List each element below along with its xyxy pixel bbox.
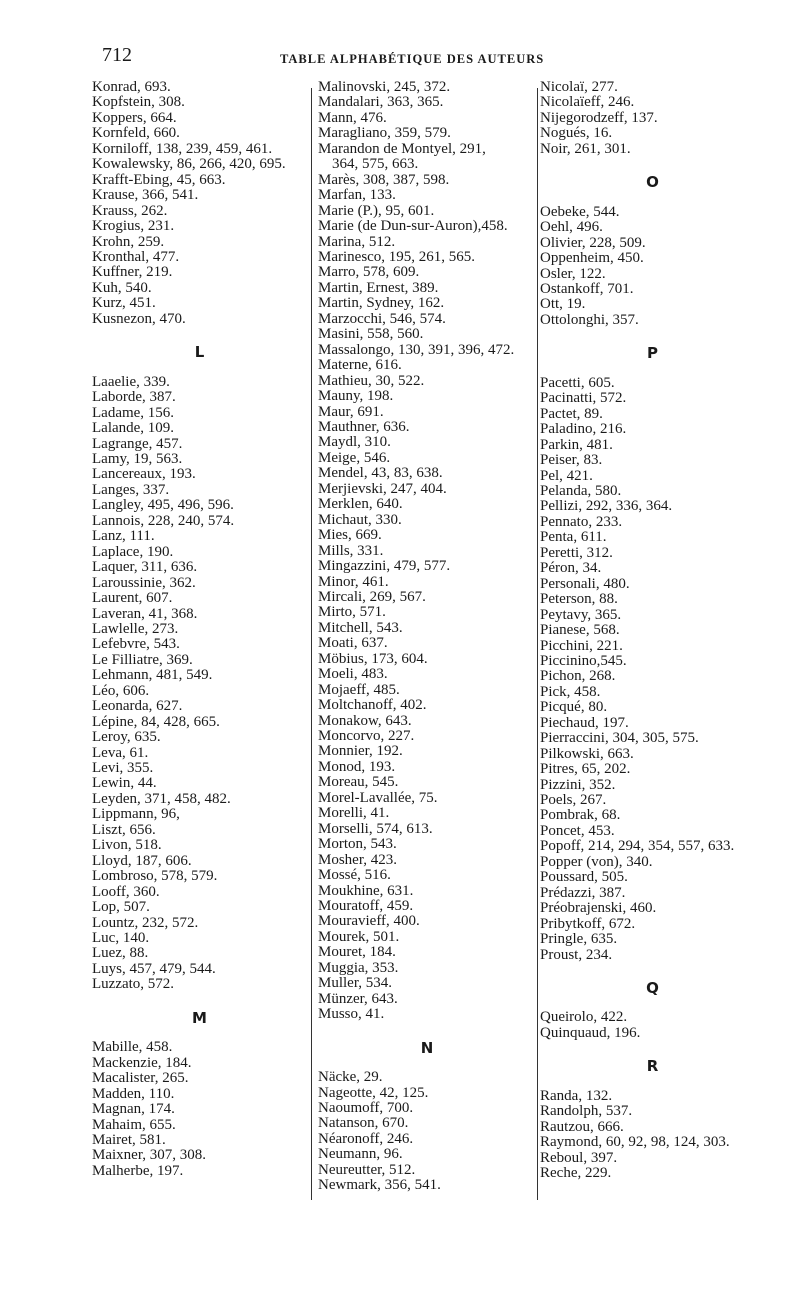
index-entry: Oehl, 496. — [540, 219, 603, 236]
index-entry: Lawlelle, 273. — [92, 620, 179, 637]
index-entry: Laurent, 607. — [92, 590, 173, 607]
index-entry: Ladame, 156. — [92, 404, 175, 421]
index-entry: Peytavy, 365. — [540, 606, 622, 623]
index-entry: Mairet, 581. — [92, 1132, 166, 1148]
index-entry: Mandalari, 363, 365. — [318, 94, 444, 111]
index-entry: Proust, 234. — [540, 946, 613, 963]
index-entry: Mouratoff, 459. — [318, 898, 414, 915]
section-letter: R — [646, 1057, 659, 1076]
running-title: TABLE ALPHABÉTIQUE DES AUTEURS — [280, 52, 545, 66]
index-entry: Nijegorodzeff, 137. — [540, 109, 658, 126]
index-entry: Krauss, 262. — [92, 202, 168, 219]
index-entry: Pribytkoff, 672. — [540, 915, 636, 932]
index-entry: Popoff, 214, 294, 354, 557, 633. — [540, 838, 735, 855]
index-entry: Krohn, 259. — [92, 233, 165, 250]
index-entry: Mouret, 184. — [318, 944, 396, 961]
index-entry: Pichon, 268. — [540, 668, 616, 685]
index-entry: 364, 575, 663. — [332, 156, 419, 173]
index-entry: Marro, 578, 609. — [318, 264, 420, 281]
index-entry: Langes, 337. — [92, 481, 170, 498]
index-entry: Konrad, 693. — [92, 79, 171, 95]
index-entry: Paladino, 216. — [540, 421, 627, 438]
index-entry: Prédazzi, 387. — [540, 884, 626, 901]
index-entry: Peiser, 83. — [540, 452, 603, 469]
index-column-2 — [318, 80, 536, 1194]
index-entry: Langley, 495, 496, 596. — [92, 497, 234, 514]
index-entry: Korniloff, 138, 239, 459, 461. — [92, 140, 273, 157]
index-entry: Pombrak, 68. — [540, 807, 621, 824]
index-entry: Lehmann, 481, 549. — [92, 667, 213, 684]
index-entry: Nageotte, 42, 125. — [318, 1084, 429, 1101]
index-entry: Poncet, 453. — [540, 822, 615, 839]
index-entry: Laquer, 311, 636. — [92, 559, 198, 576]
index-entry: Pactet, 89. — [540, 405, 603, 422]
index-entry: Mitchell, 543. — [318, 619, 403, 636]
index-entry: Moreau, 545. — [318, 774, 399, 791]
page-number: 712 — [102, 44, 132, 66]
index-entry: Leonarda, 627. — [92, 698, 183, 715]
index-entry: Marzocchi, 546, 574. — [318, 310, 446, 327]
index-entry: Oppenheim, 450. — [540, 250, 644, 267]
index-entry: Penta, 611. — [540, 529, 607, 546]
index-entry: Looff, 360. — [92, 883, 160, 900]
index-entry: Marina, 512. — [318, 233, 396, 250]
index-entry: Moltchanoff, 402. — [318, 697, 427, 714]
index-entry: Lippmann, 96, — [92, 806, 180, 823]
index-entry: Laroussinie, 362. — [92, 574, 196, 591]
index-entry: Martin, Ernest, 389. — [318, 279, 439, 296]
index-entry: Mabille, 458. — [92, 1039, 173, 1056]
index-entry: Luc, 140. — [92, 930, 150, 947]
section-letter: L — [194, 343, 205, 362]
index-entry: Luys, 457, 479, 544. — [92, 960, 216, 977]
index-entry: Malherbe, 197. — [92, 1162, 184, 1179]
index-entry: Mosher, 423. — [318, 851, 397, 868]
index-entry: Magnan, 174. — [92, 1101, 175, 1118]
index-entry: Mann, 476. — [318, 109, 387, 126]
index-entry: Kusnezon, 470. — [92, 310, 186, 327]
index-entry: Laborde, 387. — [92, 389, 176, 406]
index-entry: Marfan, 133. — [318, 187, 396, 204]
section-letter: O — [646, 173, 659, 192]
column-divider — [311, 88, 312, 1200]
index-entry: Neureutter, 512. — [318, 1161, 416, 1178]
section-letter: M — [192, 1008, 207, 1027]
index-entry: Lewin, 44. — [92, 775, 157, 792]
index-entry: Natanson, 670. — [318, 1115, 409, 1132]
index-entry: Peterson, 88. — [540, 591, 618, 608]
index-entry: Ott, 19. — [540, 296, 586, 313]
index-entry: Néaronoff, 246. — [318, 1130, 414, 1147]
index-entry: Monnier, 192. — [318, 743, 403, 760]
column-divider — [537, 88, 538, 1200]
index-entry: Lamy, 19, 563. — [92, 450, 183, 467]
index-entry: Nogués, 16. — [540, 125, 613, 142]
index-entry: Macalister, 265. — [92, 1070, 189, 1087]
index-entry: Peretti, 312. — [540, 544, 613, 561]
index-entry: Lloyd, 187, 606. — [92, 852, 192, 869]
index-entry: Ottolonghi, 357. — [540, 311, 639, 328]
index-entry: Krafft-Ebing, 45, 663. — [92, 171, 226, 188]
index-entry: Mircali, 269, 567. — [318, 588, 426, 605]
index-entry: Randolph, 537. — [540, 1103, 633, 1120]
index-entry: Picqué, 80. — [540, 699, 608, 716]
index-entry: Martin, Sydney, 162. — [318, 295, 445, 312]
index-entry: Picchini, 221. — [540, 637, 623, 654]
index-entry: Mossé, 516. — [318, 867, 391, 884]
index-entry: Moati, 637. — [318, 635, 388, 652]
index-entry: Maydl, 310. — [318, 434, 391, 451]
index-entry: Pellizi, 292, 336, 364. — [540, 498, 673, 515]
index-entry: Kuh, 540. — [92, 279, 152, 296]
index-entry: Pacetti, 605. — [540, 374, 615, 391]
index-entry: Kowalewsky, 86, 266, 420, 695. — [92, 156, 286, 173]
index-entry: Lombroso, 578, 579. — [92, 868, 218, 885]
index-entry: Kuffner, 219. — [92, 264, 173, 281]
index-entry: Marie (P.), 95, 601. — [318, 202, 435, 219]
index-entry: Morel-Lavallée, 75. — [318, 789, 438, 806]
index-entry: Mackenzie, 184. — [92, 1054, 192, 1071]
index-entry: Malinovski, 245, 372. — [318, 79, 451, 95]
index-entry: Rautzou, 666. — [540, 1118, 624, 1135]
index-entry: Pelanda, 580. — [540, 482, 622, 499]
index-entry: Kopfstein, 308. — [92, 94, 185, 111]
index-entry: Koppers, 664. — [92, 109, 177, 126]
index-entry: Muller, 534. — [318, 975, 392, 992]
index-entry: Parkin, 481. — [540, 436, 613, 453]
index-entry: Reboul, 397. — [540, 1149, 618, 1166]
index-entry: Le Filliatre, 369. — [92, 651, 193, 668]
index-entry: Poels, 267. — [540, 792, 607, 809]
index-entry: Newmark, 356, 541. — [318, 1177, 441, 1194]
index-entry: Poussard, 505. — [540, 869, 628, 886]
index-entry: Maixner, 307, 308. — [92, 1147, 206, 1164]
index-entry: Morelli, 41. — [318, 805, 390, 822]
index-entry: Mendel, 43, 83, 638. — [318, 465, 443, 482]
index-entry: Luzzato, 572. — [92, 976, 175, 993]
index-entry: Piccinino,545. — [540, 652, 627, 669]
index-entry: Quinquaud, 196. — [540, 1024, 641, 1041]
index-entry: Queirolo, 422. — [540, 1009, 628, 1026]
index-entry: Oebeke, 544. — [540, 203, 620, 220]
index-entry: Léo, 606. — [92, 682, 150, 699]
index-column-3 — [540, 80, 765, 1182]
index-entry: Osler, 122. — [540, 265, 606, 282]
index-entry: Leroy, 635. — [92, 729, 161, 746]
index-entry: Masini, 558, 560. — [318, 326, 424, 343]
index-entry: Merklen, 640. — [318, 496, 403, 513]
index-entry: Pringle, 635. — [540, 931, 618, 948]
index-entry: Mauthner, 636. — [318, 418, 410, 435]
index-entry: Liszt, 656. — [92, 821, 156, 838]
index-entry: Noir, 261, 301. — [540, 140, 631, 157]
section-letter: N — [420, 1038, 434, 1057]
index-entry: Préobrajenski, 460. — [540, 900, 657, 917]
index-entry: Michaut, 330. — [318, 511, 402, 528]
index-entry: Lannois, 228, 240, 574. — [92, 512, 235, 529]
index-entry: Randa, 132. — [540, 1087, 613, 1104]
index-entry: Morselli, 574, 613. — [318, 820, 433, 837]
index-entry: Lalande, 109. — [92, 420, 175, 437]
index-entry: Minor, 461. — [318, 573, 389, 590]
index-entry: Lépine, 84, 428, 665. — [92, 713, 220, 730]
index-entry: Marie (de Dun-sur-Auron),458. — [318, 218, 508, 235]
index-entry: Nicolaïeff, 246. — [540, 94, 635, 111]
index-entry: Maur, 691. — [318, 403, 384, 420]
index-entry: Neumann, 96. — [318, 1146, 403, 1163]
index-entry: Kronthal, 477. — [92, 248, 180, 265]
index-entry: Luez, 88. — [92, 945, 149, 962]
index-entry: Massalongo, 130, 391, 396, 472. — [318, 341, 515, 358]
index-entry: Personali, 480. — [540, 575, 630, 592]
index-entry: Mirto, 571. — [318, 604, 386, 621]
index-entry: Möbius, 173, 604. — [318, 650, 428, 667]
index-entry: Mingazzini, 479, 577. — [318, 558, 451, 575]
index-entry: Meige, 546. — [318, 449, 391, 466]
index-entry: Nicolaï, 277. — [540, 79, 618, 95]
index-entry: Musso, 41. — [318, 1006, 385, 1023]
index-entry: Pitres, 65, 202. — [540, 761, 631, 778]
index-entry: Münzer, 643. — [318, 990, 398, 1007]
index-entry: Krogius, 231. — [92, 218, 175, 235]
index-entry: Monod, 193. — [318, 758, 396, 775]
index-entry: Mahaim, 655. — [92, 1116, 176, 1133]
index-entry: Laveran, 41, 368. — [92, 605, 198, 622]
index-entry: Pizzini, 352. — [540, 776, 616, 793]
index-entry: Piechaud, 197. — [540, 714, 629, 731]
index-entry: Pick, 458. — [540, 683, 601, 700]
index-entry: Laplace, 190. — [92, 543, 174, 560]
index-entry: Péron, 34. — [540, 560, 602, 577]
index-entry: Mills, 331. — [318, 542, 384, 559]
index-entry: Ostankoff, 701. — [540, 280, 634, 297]
index-entry: Marinesco, 195, 261, 565. — [318, 248, 476, 265]
index-entry: Kurz, 451. — [92, 295, 156, 312]
index-entry: Lanz, 111. — [92, 528, 155, 545]
section-letter: P — [647, 344, 658, 363]
index-entry: Laaelie, 339. — [92, 373, 170, 390]
index-entry: Mojaeff, 485. — [318, 681, 400, 698]
index-entry: Krause, 366, 541. — [92, 187, 199, 204]
index-entry: Lagrange, 457. — [92, 435, 183, 452]
index-entry: Lancereaux, 193. — [92, 466, 196, 483]
index-entry: Mouravieff, 400. — [318, 913, 420, 930]
index-entry: Moeli, 483. — [318, 666, 388, 683]
index-entry: Maragliano, 359, 579. — [318, 125, 451, 142]
index-entry: Pel, 421. — [540, 467, 593, 484]
index-entry: Reche, 229. — [540, 1165, 612, 1182]
index-entry: Materne, 616. — [318, 357, 402, 374]
index-entry: Moukhine, 631. — [318, 882, 414, 899]
index-entry: Popper (von), 340. — [540, 853, 653, 870]
index-entry: Levi, 355. — [92, 760, 154, 777]
index-entry: Lop, 507. — [92, 899, 150, 916]
index-entry: Muggia, 353. — [318, 959, 399, 976]
index-entry: Marandon de Montyel, 291, — [318, 140, 486, 157]
index-column-1 — [92, 80, 307, 1179]
index-entry: Mies, 669. — [318, 527, 382, 544]
index-entry: Leyden, 371, 458, 482. — [92, 790, 231, 807]
index-entry: Pennato, 233. — [540, 513, 623, 530]
index-entry: Lountz, 232, 572. — [92, 914, 199, 931]
index-entry: Pilkowski, 663. — [540, 745, 634, 762]
index-entry: Raymond, 60, 92, 98, 124, 303. — [540, 1134, 730, 1151]
index-entry: Pacinatti, 572. — [540, 390, 627, 407]
index-entry: Naoumoff, 700. — [318, 1100, 414, 1116]
index-entry: Monakow, 643. — [318, 712, 412, 729]
index-entry: Mathieu, 30, 522. — [318, 372, 425, 389]
index-entry: Olivier, 228, 509. — [540, 234, 646, 251]
index-entry: Lefebvre, 543. — [92, 636, 180, 653]
index-entry: Marès, 308, 387, 598. — [318, 171, 450, 188]
index-entry: Leva, 61. — [92, 744, 149, 761]
section-letter: Q — [646, 979, 659, 998]
index-entry: Näcke, 29. — [318, 1069, 383, 1086]
index-entry: Merjievski, 247, 404. — [318, 480, 447, 497]
index-entry: Mauny, 198. — [318, 388, 394, 405]
index-entry: Pianese, 568. — [540, 622, 620, 639]
index-entry: Moncorvo, 227. — [318, 728, 415, 745]
index-entry: Morton, 543. — [318, 836, 397, 853]
index-entry: Pierraccini, 304, 305, 575. — [540, 730, 699, 747]
index-entry: Mourek, 501. — [318, 928, 400, 945]
index-entry: Kornfeld, 660. — [92, 125, 180, 142]
index-entry: Madden, 110. — [92, 1085, 175, 1102]
index-entry: Livon, 518. — [92, 837, 162, 854]
